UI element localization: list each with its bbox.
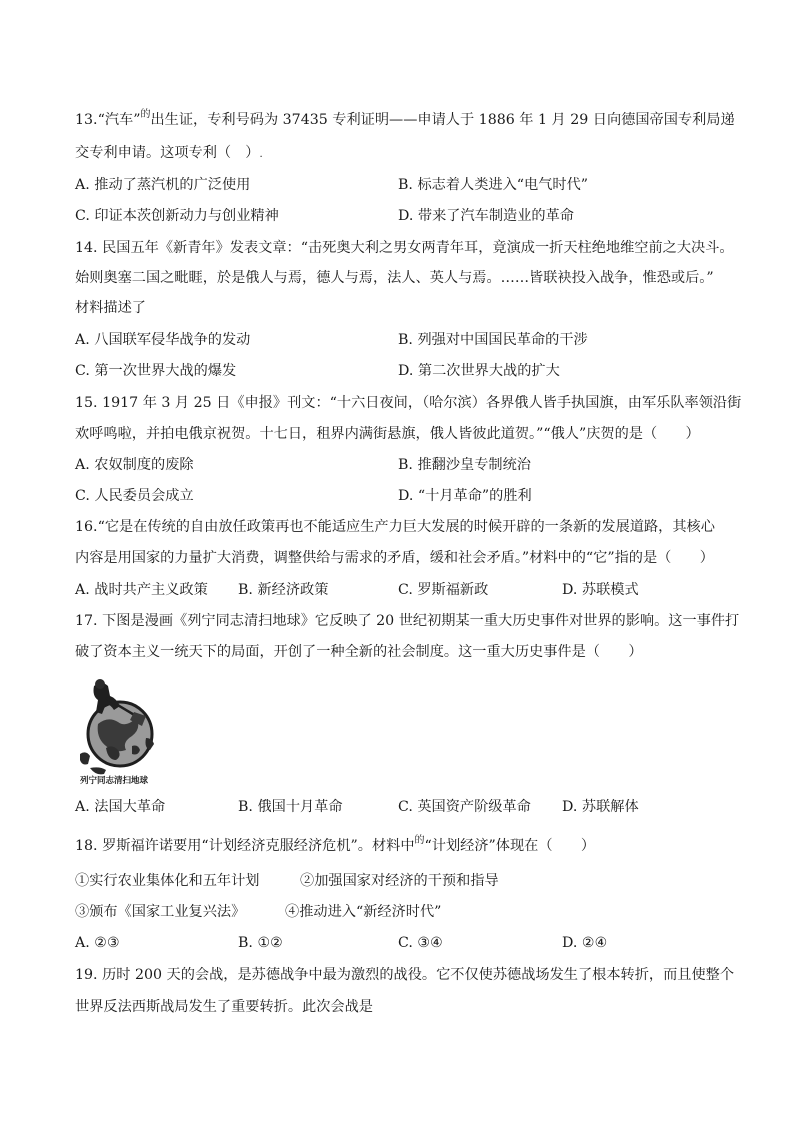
- q13-option-b[interactable]: B. 标志着人类进入“电气时代”: [398, 177, 589, 193]
- q18-option-c[interactable]: C. ③④: [398, 935, 443, 951]
- q16-stem-line2: 内容是用国家的力量扩大消费，调整供给与需求的矛盾，缓和社会矛盾。”材料中的“它”指的是（ ）: [75, 550, 714, 566]
- q16-option-c[interactable]: C. 罗斯福新政: [398, 582, 489, 598]
- q16-option-a[interactable]: A. 战时共产主义政策: [75, 582, 208, 598]
- q17-option-a[interactable]: A. 法国大革命: [75, 799, 166, 815]
- q15-stem-line2: 欢呼鸣啦，并拍电俄京祝贺。十七日，租界内满街悬旗，俄人皆彼此道贺。”“俄人”庆贺的是（ ）: [75, 426, 700, 442]
- globe-sweeping-cartoon: [76, 676, 166, 776]
- q18-option-b[interactable]: B. ①②: [238, 935, 283, 951]
- q16-option-d[interactable]: D. 苏联模式: [562, 582, 639, 598]
- q17-option-c[interactable]: C. 英国资产阶级革命: [398, 799, 531, 815]
- q16-stem-line1: 16.“它是在传统的自由放任政策再也不能适应生产力巨大发展的时候开辟的一条新的发展道路，其核心: [75, 519, 715, 535]
- q17-option-b[interactable]: B. 俄国十月革命: [238, 799, 343, 815]
- figure-caption: 列宁同志清扫地球: [80, 776, 149, 786]
- lenin-cartoon-figure: [76, 676, 166, 776]
- q18-item-4: ④推动进入“新经济时代”: [285, 904, 442, 920]
- q15-stem-line1: 15. 1917 年 3 月 25 日《申报》刊文：“十六日夜间，（哈尔滨）各界俄人皆手执国旗，由军乐队率领沿街: [75, 395, 742, 411]
- q14-option-a[interactable]: A. 八国联军侵华战争的发动: [75, 332, 251, 348]
- q19-stem-line1: 19. 历时 200 天的会战，是苏德战争中最为激烈的战役。它不仅使苏德战场发生了根本转折，而且使整个: [75, 967, 735, 983]
- q19-stem-line2: 世界反法西斯战局发生了重要转折。此次会战是: [75, 999, 373, 1015]
- q13-option-d[interactable]: D. 带来了汽车制造业的革命: [398, 208, 574, 224]
- q13-stem-part: 出生证，专利号码为 37435 专利证明——申请人于 1886 年 1 月 29 日向德国帝国专利局递: [150, 112, 735, 128]
- q14-option-d[interactable]: D. 第二次世界大战的扩大: [398, 363, 560, 379]
- q14-option-c[interactable]: C. 第一次世界大战的爆发: [75, 363, 237, 379]
- q16-option-b[interactable]: B. 新经济政策: [238, 582, 329, 598]
- q18-item-2: ②加强国家对经济的干预和指导: [300, 873, 499, 889]
- q15-option-a[interactable]: A. 农奴制度的废除: [75, 457, 194, 473]
- q17-stem-line2: 破了资本主义一统天下的局面，开创了一种全新的社会制度。这一重大历史事件是（ ）: [75, 644, 643, 660]
- q13-stem-tail: .: [259, 149, 263, 160]
- q17-stem-line1: 17. 下图是漫画《列宁同志清扫地球》它反映了 20 世纪初期某一重大历史事件对世界的影响。这一事件打: [75, 613, 740, 629]
- q18-stem-line1: [75, 836, 595, 858]
- q14-stem-line1: 14. 民国五年《新青年》发表文章：“击死奥大利之男女两青年耳，竟演成一折天柱绝地维空前之大决斗。: [75, 240, 734, 256]
- q15-option-d[interactable]: D. “十月革命”的胜利: [398, 488, 532, 504]
- q18-option-a[interactable]: A. ②③: [75, 935, 120, 951]
- q13-stem-superscript: 的: [140, 109, 151, 120]
- q13-stem-line2: [75, 143, 263, 165]
- q15-option-b[interactable]: B. 推翻沙皇专制统治: [398, 457, 531, 473]
- q13-stem-line1: [75, 110, 735, 132]
- q13-stem-part: 交专利申请。这项专利（ ）: [75, 145, 260, 161]
- q18-item-3: ③颁布《国家工业复兴法》: [75, 904, 246, 920]
- q13-stem-part: 13.“汽车”: [75, 112, 141, 128]
- q14-option-b[interactable]: B. 列强对中国国民革命的干涉: [398, 332, 588, 348]
- q13-option-a[interactable]: A. 推动了蒸汽机的广泛使用: [75, 177, 251, 193]
- q15-option-c[interactable]: C. 人民委员会成立: [75, 488, 194, 504]
- q13-option-c[interactable]: C. 印证本茨创新动力与创业精神: [75, 208, 279, 224]
- q17-option-d[interactable]: D. 苏联解体: [562, 799, 639, 815]
- q18-stem-part: “计划经济”体现在（ ）: [424, 838, 596, 854]
- q14-stem-line3: 材料描述了: [75, 300, 146, 316]
- q18-option-d[interactable]: D. ②④: [562, 935, 608, 951]
- q18-item-1: ①实行农业集体化和五年计划: [75, 873, 260, 889]
- q14-stem-line2: 始则奥塞二国之毗睚，於是俄人与焉，德人与焉，法人、英人与焉。……皆联袂投入战争，惟恐或后。”: [75, 270, 714, 286]
- q18-stem-part: 18. 罗斯福许诺要用“计划经济克服经济危机”。材料中: [75, 838, 415, 854]
- q18-stem-superscript: 的: [414, 835, 425, 846]
